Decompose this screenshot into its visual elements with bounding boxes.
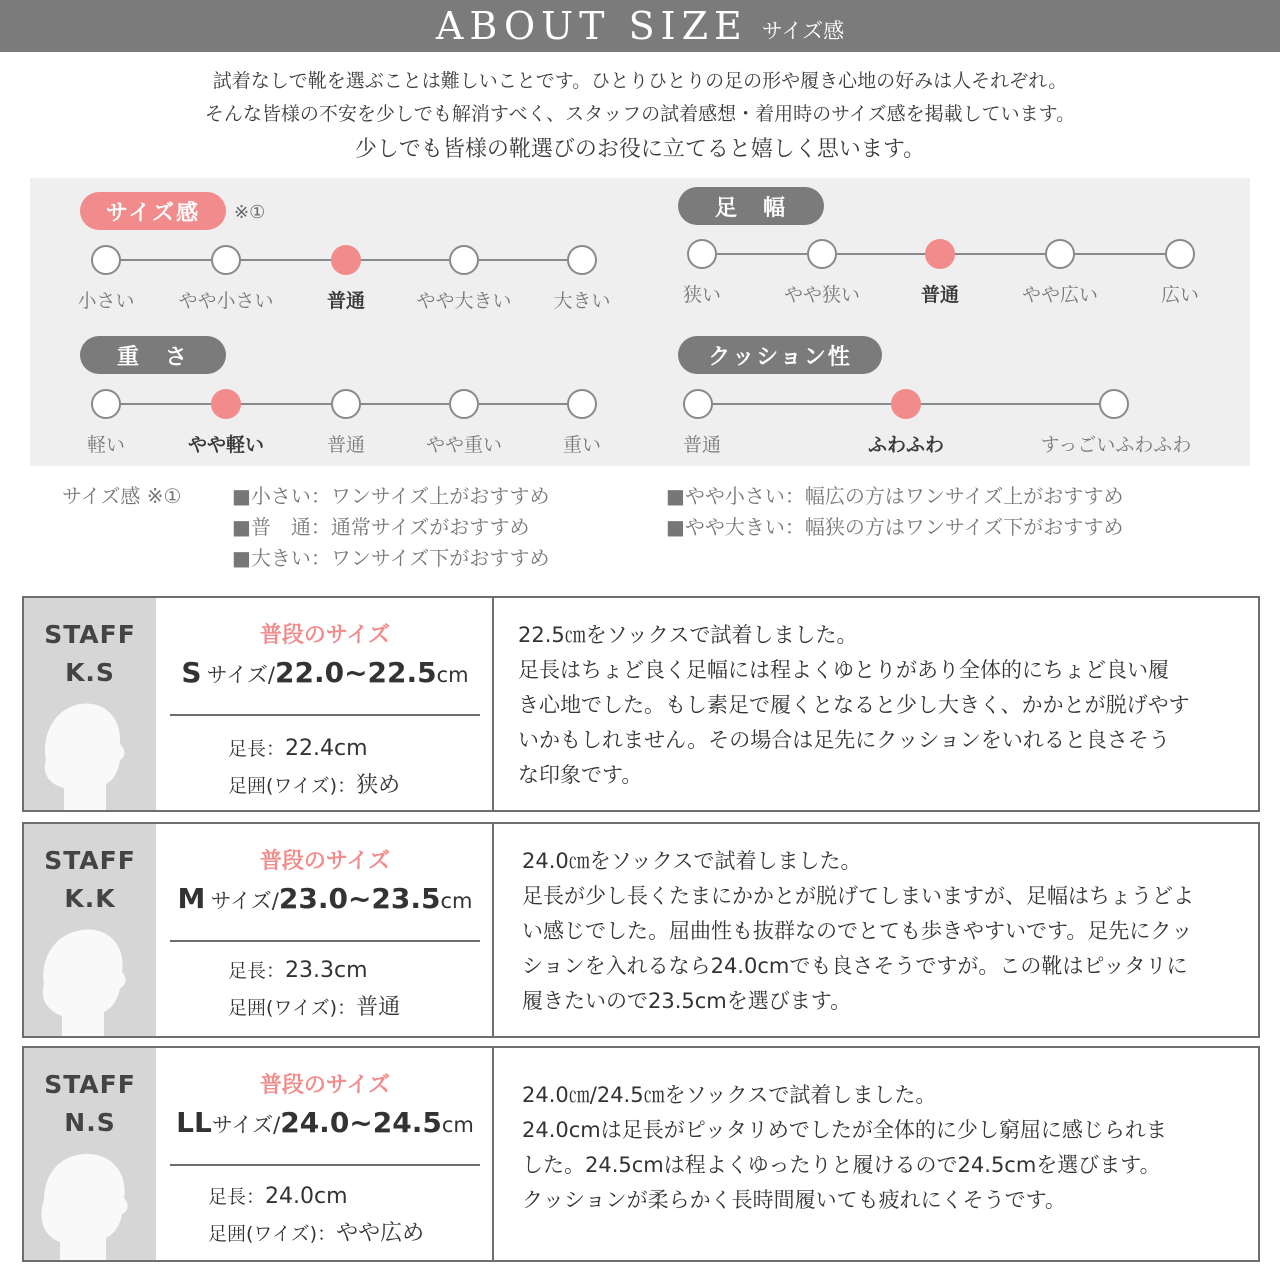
- width-rating-title: 足 幅: [678, 187, 824, 225]
- comment-line: ションを入れるなら24.0cmでも良さそうですが。この靴はピッタリに: [522, 954, 1188, 978]
- weight-scale-label: 普通: [326, 434, 366, 456]
- staff-label: STAFF: [44, 1070, 136, 1099]
- comment-line: 足長はちょど良く足幅には程よくゆとりがあり全体的にちょど良い履: [518, 658, 1169, 682]
- cushion-rating-title: クッション性: [678, 336, 882, 374]
- foot-length-value: 24.0cm: [265, 1184, 348, 1209]
- usual-size-title: 普段のサイズ: [259, 623, 391, 648]
- weight-scale-label: やや軽い: [187, 434, 265, 456]
- width-rating-scale: [30, 234, 1250, 314]
- width-scale-dot: [1045, 239, 1075, 269]
- size-unit: cm: [440, 889, 473, 913]
- staff-card: [22, 1046, 1260, 1262]
- size-code: LL: [176, 1106, 212, 1139]
- foot-length-label: 足長：: [208, 1186, 266, 1208]
- cushion-scale-label: ふわふわ: [867, 434, 945, 456]
- comment-line: 履きたいので23.5cmを選びます。: [522, 989, 852, 1013]
- foot-length-label: 足長：: [228, 738, 286, 760]
- rating-panel: [30, 178, 1250, 466]
- width-scale-label: 普通: [920, 284, 960, 306]
- legend-left-2: ■普 通：通常サイズがおすすめ: [232, 515, 530, 539]
- staff-label: STAFF: [44, 846, 136, 875]
- staff-comment: [522, 844, 1252, 1019]
- width-scale-label: やや狭い: [783, 284, 861, 306]
- size-range: 22.0~22.5: [275, 656, 437, 689]
- comment-line: した。24.5cmは程よくゆったりと履けるので24.5cmを選びます。: [522, 1153, 1161, 1177]
- weight-rating-title: 重 さ: [80, 336, 226, 374]
- card-divider: [492, 1048, 494, 1260]
- size-code: M: [177, 882, 206, 915]
- staff-silhouette-icon: [34, 906, 146, 1036]
- legend-left-3: ■大きい：ワンサイズ下がおすすめ: [232, 546, 550, 570]
- staff-silhouette-icon: [34, 1130, 146, 1260]
- foot-length: [228, 956, 368, 983]
- comment-line: い感じでした。屈曲性も抜群なのでとても歩きやすいです。足先にクッ: [522, 919, 1193, 943]
- staff-label: STAFF: [44, 620, 136, 649]
- intro-line-2: そんな皆様の不安を少しでも解消すべく、スタッフの試着感想・着用時のサイズ感を掲載しています。: [204, 103, 1076, 125]
- size-divider: [170, 714, 480, 716]
- staff-side: [24, 824, 156, 1036]
- staff-silhouette-icon: [34, 680, 146, 810]
- legend-head: サイズ感 ※①: [62, 484, 182, 508]
- staff-card: [22, 596, 1260, 812]
- usual-size: [170, 1106, 480, 1139]
- comment-line: 24.0㎝/24.5㎝をソックスで試着しました。: [522, 1083, 937, 1107]
- cushion-scale-dot: [1099, 389, 1129, 419]
- usual-size: [170, 656, 480, 689]
- size-code: S: [181, 656, 202, 689]
- width-scale-label: やや広い: [1021, 284, 1099, 306]
- foot-girth-value: 狭め: [356, 773, 401, 798]
- intro-line-3: 少しでも皆様の靴選びのお役に立てると嬉しく思います。: [354, 137, 926, 162]
- foot-length: [208, 1182, 348, 1209]
- comment-line: 24.0cmは足長がピッタリめでしたが全体的に少し窮屈に感じられま: [522, 1118, 1167, 1142]
- staff-comment: [522, 1078, 1252, 1218]
- cushion-scale-label: すっごいふわふわ: [1040, 434, 1192, 456]
- intro-line-1: 試着なしで靴を選ぶことは難しいことです。ひとりひとりの足の形や履き心地の好みは人それぞれ。: [212, 70, 1068, 92]
- size-divider: [170, 940, 480, 942]
- comment-line: クッションが柔らかく長時間履いても疲れにくそうです。: [522, 1188, 1066, 1212]
- foot-girth: [228, 768, 400, 799]
- weight-scale-label: 軽い: [86, 434, 126, 456]
- comment-line: 22.5㎝をソックスで試着しました。: [518, 623, 858, 647]
- size-unit: cm: [441, 1113, 474, 1137]
- comment-line: いかもしれません。その場合は足先にクッションをいれると良さそう: [518, 728, 1170, 752]
- foot-length-value: 23.3cm: [285, 958, 368, 983]
- size-word: サイズ/: [206, 663, 275, 687]
- size-word: サイズ/: [211, 1113, 281, 1137]
- size-rating-title: サイズ感: [80, 192, 226, 230]
- card-divider: [492, 598, 494, 810]
- foot-girth-label: 足囲(ワイズ)：: [228, 997, 357, 1019]
- cushion-scale-dot: [891, 389, 921, 419]
- page-title: ABOUT SIZE: [435, 4, 748, 48]
- foot-girth-value: 普通: [356, 995, 401, 1020]
- staff-comment: [518, 618, 1248, 793]
- size-scale-label: やや小さい: [178, 290, 274, 312]
- staff-initials: K.K: [64, 884, 116, 913]
- page-header: [0, 0, 1280, 52]
- foot-girth: [228, 990, 400, 1021]
- weight-scale-label: やや重い: [425, 434, 503, 456]
- size-rating-note: ※①: [234, 202, 266, 223]
- width-scale-dot: [807, 239, 837, 269]
- foot-length: [228, 734, 368, 761]
- foot-girth-value: やや広め: [336, 1221, 425, 1246]
- legend-right-1: ■やや小さい：幅広の方はワンサイズ上がおすすめ: [666, 484, 1124, 508]
- width-scale-dot: [687, 239, 717, 269]
- width-scale-label: 広い: [1160, 284, 1200, 306]
- size-scale-label: 普通: [326, 290, 366, 312]
- comment-line: な印象です。: [518, 763, 643, 787]
- width-scale-label: 狭い: [682, 284, 722, 306]
- foot-length-value: 22.4cm: [285, 736, 368, 761]
- staff-initials: N.S: [64, 1108, 116, 1137]
- staff-side: [24, 1048, 156, 1260]
- staff-side: [24, 598, 156, 810]
- cushion-scale-dot: [683, 389, 713, 419]
- size-divider: [170, 1164, 480, 1166]
- size-range: 23.0~23.5: [278, 882, 441, 915]
- size-scale-label: 大きい: [553, 290, 611, 312]
- size-unit: cm: [436, 663, 469, 687]
- comment-line: 24.0㎝をソックスで試着しました。: [522, 849, 862, 873]
- cushion-rating-scale: [30, 384, 1250, 464]
- size-scale-label: 小さい: [77, 290, 135, 312]
- card-divider: [492, 824, 494, 1036]
- cushion-scale-label: 普通: [682, 434, 722, 456]
- usual-size-title: 普段のサイズ: [259, 849, 391, 874]
- legend-left-1: ■小さい：ワンサイズ上がおすすめ: [232, 484, 550, 508]
- legend-right-2: ■やや大きい：幅狭の方はワンサイズ下がおすすめ: [666, 515, 1124, 539]
- width-scale-dot: [1165, 239, 1195, 269]
- staff-card: [22, 822, 1260, 1038]
- foot-girth: [208, 1216, 424, 1247]
- staff-initials: K.S: [65, 658, 115, 687]
- usual-size-title: 普段のサイズ: [259, 1073, 391, 1098]
- size-scale-label: やや大きい: [416, 290, 512, 312]
- foot-length-label: 足長：: [228, 960, 286, 982]
- foot-girth-label: 足囲(ワイズ)：: [208, 1223, 337, 1245]
- foot-girth-label: 足囲(ワイズ)：: [228, 775, 357, 797]
- page-subtitle: サイズ感: [761, 19, 845, 43]
- width-scale-dot: [925, 239, 955, 269]
- usual-size: [170, 882, 480, 915]
- comment-line: き心地でした。もし素足で履くとなると少し大きく、かかとが脱げやす: [518, 693, 1190, 717]
- comment-line: 足長が少し長くたまにかかとが脱げてしまいますが、足幅はちょうどよ: [522, 884, 1194, 908]
- size-range: 24.0~24.5: [280, 1106, 442, 1139]
- size-word: サイズ/: [210, 889, 279, 913]
- weight-scale-label: 重い: [562, 434, 602, 456]
